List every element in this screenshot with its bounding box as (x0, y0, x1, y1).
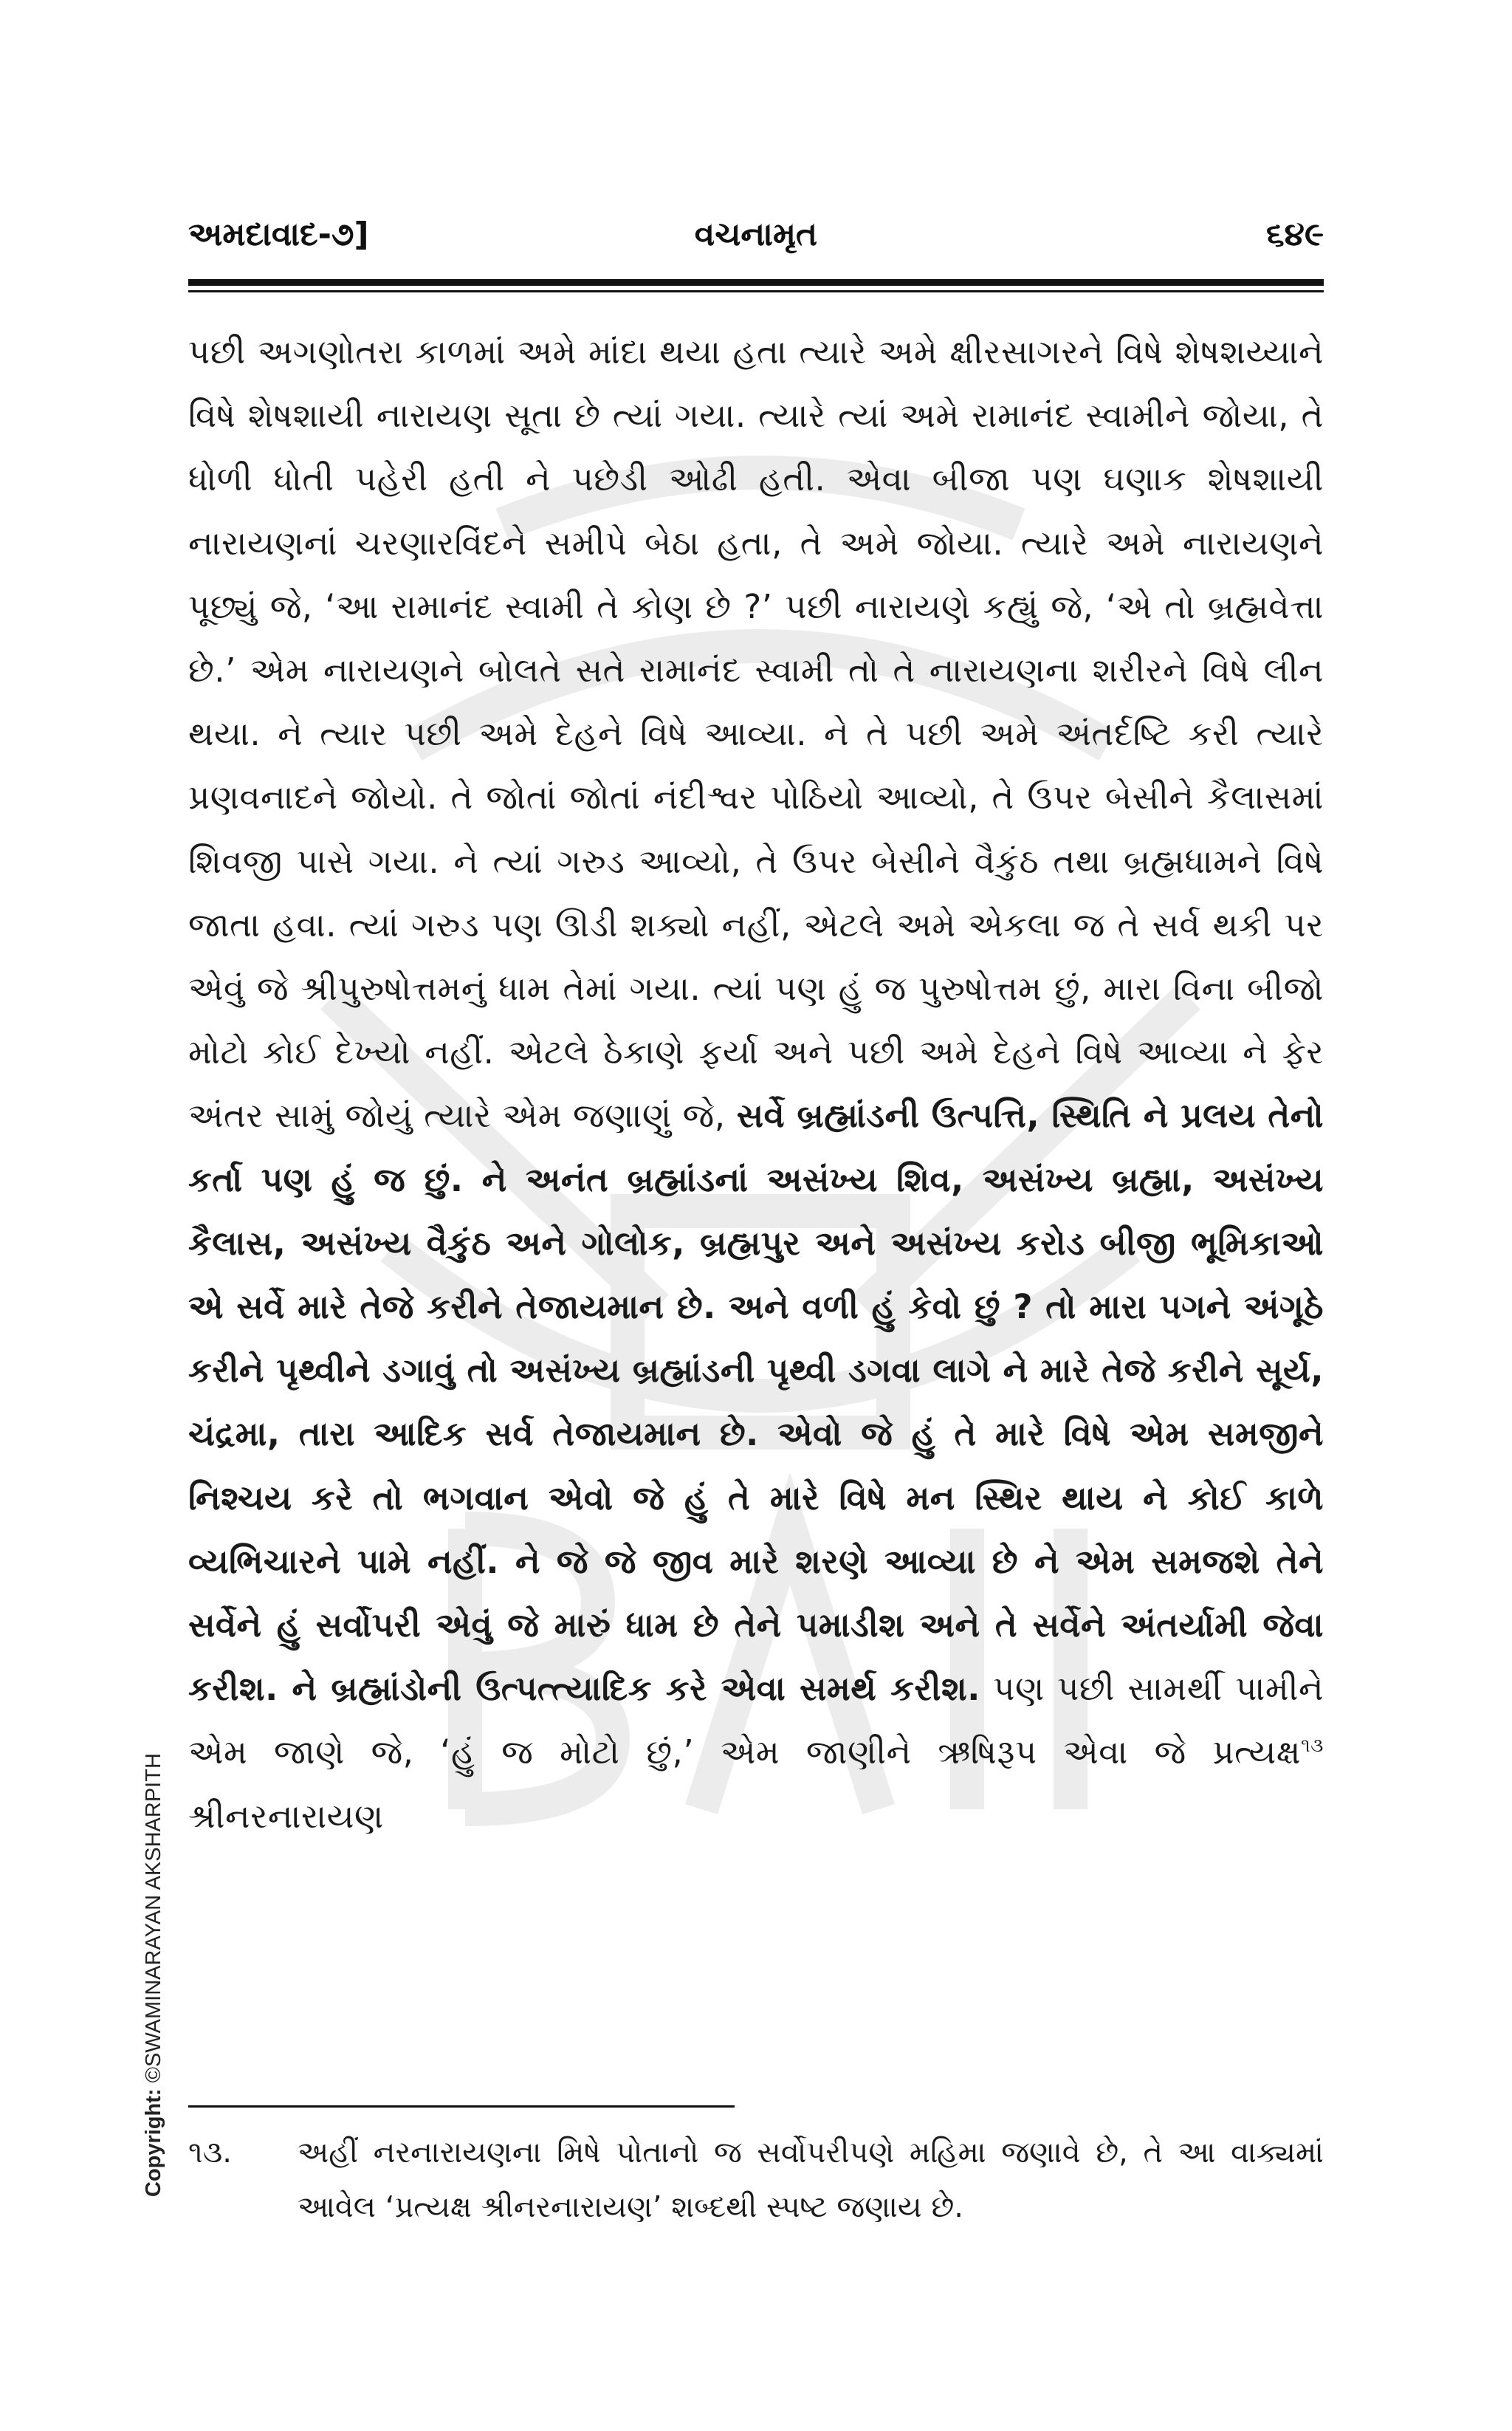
copyright-owner: ©SWAMINARAYAN AKSHARPITH (142, 1753, 165, 2083)
page-header (188, 216, 1324, 260)
copyright-notice (142, 1753, 166, 2197)
paragraph-end: શ્રીનરનારાયણ (188, 1796, 384, 1836)
header-section: અમદાવાદ-૭] (188, 216, 369, 253)
header-rule-thick (188, 279, 1324, 286)
footnote-text: અહીં નરનારાયણના મિષે પોતાનો જ સર્વોપરીપણે મહિમા જણાવે છે, તે આ વાક્યમાં આવેલ ‘પ્રત્યક્ષ શ્રીનરનારાયણ’ શબ્દથી સ્પષ્ટ જણાય છે. (298, 2136, 1324, 2224)
paragraph-continuation: પણ પછી સામર્થી પામીને એમ જાણે જે, ‘હું જ મોટો છું,’ એમ જાણીને ઋષિરૂપ એવા જે પ્રત્યક્ષ (188, 1669, 1324, 1772)
footnote-reference: ૧૩ (1300, 1735, 1324, 1758)
header-rule-thin (188, 290, 1324, 292)
page-number: ૬૪૯ (1266, 216, 1324, 253)
paragraph-bold-statement: સર્વે બ્રહ્માંડની ઉત્પત્તિ, સ્થિતિ ને પ્રલય તેનો કર્તા પણ હું જ છું. ને અનંત બ્રહ્માંડનાં અસંખ્ય શિવ, અસંખ્ય બ્રહ્મા, અસંખ્ય કૈલાસ, અસંખ્ય વૈકુંઠ અને ગોલોક, બ્રહ્મપુર અને અસંખ્ય કરોડ બીજી ભૂમિકાઓ એ સર્વે મારે તેજે કરીને તેજાયમાન છે. અને વળી હું કેવો છું ? તો મારા પગને અંગૂઠે કરીને પૃથ્વીને ડગાવું તો અસંખ્ય બ્રહ્માંડની પૃથ્વી ડગવા લાગે ને મારે તેજે કરીને સૂર્ય, ચંદ્રમા, તારા આદિક સર્વ તેજાયમાન છે. એવો જે હું તે મારે વિષે એમ સમજીને નિશ્ચય કરે તો ભગવાન એવો જે હું તે મારે વિષે મન સ્થિર થાય ને કોઈ કાળે વ્યભિચારને પામે નહીં. ને જે જે જીવ મારે શરણે આવ્યા છે ને એમ સમજશે તેને સર્વેને હું સર્વોપરી એવું જે મારું ધામ છે તેને પમાડીશ અને તે સર્વેને અંતર્યામી જેવા કરીશ. ને બ્રહ્માંડોની ઉત્પત્ત્યાદિક કરે એવા સમર્થ કરીશ. (188, 1096, 1324, 1709)
header-title: વચનામૃત (694, 216, 818, 253)
main-text (188, 320, 1324, 1848)
paragraph-intro: પછી અગણોતરા કાળમાં અમે માંદા થયા હતા ત્યારે અમે ક્ષીરસાગરને વિષે શેષશય્યાને વિષે શેષશાયી નારાયણ સૂતા છે ત્યાં ગયા. ત્યારે ત્યાં અમે રામાનંદ સ્વામીને જોયા, તે ધોળી ધોતી પહેરી હતી ને પછેડી ઓઢી હતી. એવા બીજા પણ ઘણાક શેષશાયી નારાયણનાં ચરણારવિંદને સમીપે બેઠા હતા, તે અમે જોયા. ત્યારે અમે નારાયણને પૂછ્યું જે, ‘આ રામાનંદ સ્વામી તે કોણ છે ?’ પછી નારાયણે કહ્યું જે, ‘એ તો બ્રહ્મવેત્તા છે.’ એમ નારાયણને બોલતે સતે રામાનંદ સ્વામી તો તે નારાયણના શરીરને વિષે લીન થયા. ને ત્યાર પછી અમે દેહને વિષે આવ્યા. ને તે પછી અમે અંતર્દષ્ટિ કરી ત્યારે પ્રણવનાદને જોયો. તે જોતાં જોતાં નંદીશ્વર પોઠિયો આવ્યો, તે ઉપર બેસીને કૈલાસમાં શિવજી પાસે ગયા. ને ત્યાં ગરુડ આવ્યો, તે ઉપર બેસીને વૈકુંઠ તથા બ્રહ્મધામને વિષે જાતા હવા. ત્યાં ગરુડ પણ ઊડી શક્યો નહીં, એટલે અમે એકલા જ તે સર્વ થકી પર એવું જે શ્રીપુરુષોત્તમનું ધામ તેમાં ગયા. ત્યાં પણ હું જ પુરુષોત્તમ છું, મારા વિના બીજો મોટો કોઈ દેખ્યો નહીં. એટલે ઠેકાણે ફર્યા અને પછી અમે દેહને વિષે આવ્યા ને ફેર અંતર સામું જોયું ત્યારે એમ જણાણું જે, (188, 332, 1324, 1136)
footnote-number: ૧૩. (188, 2136, 232, 2170)
footnote-divider (188, 2105, 735, 2108)
copyright-label: Copyright: (142, 2088, 165, 2197)
footnote (188, 2125, 1324, 2235)
